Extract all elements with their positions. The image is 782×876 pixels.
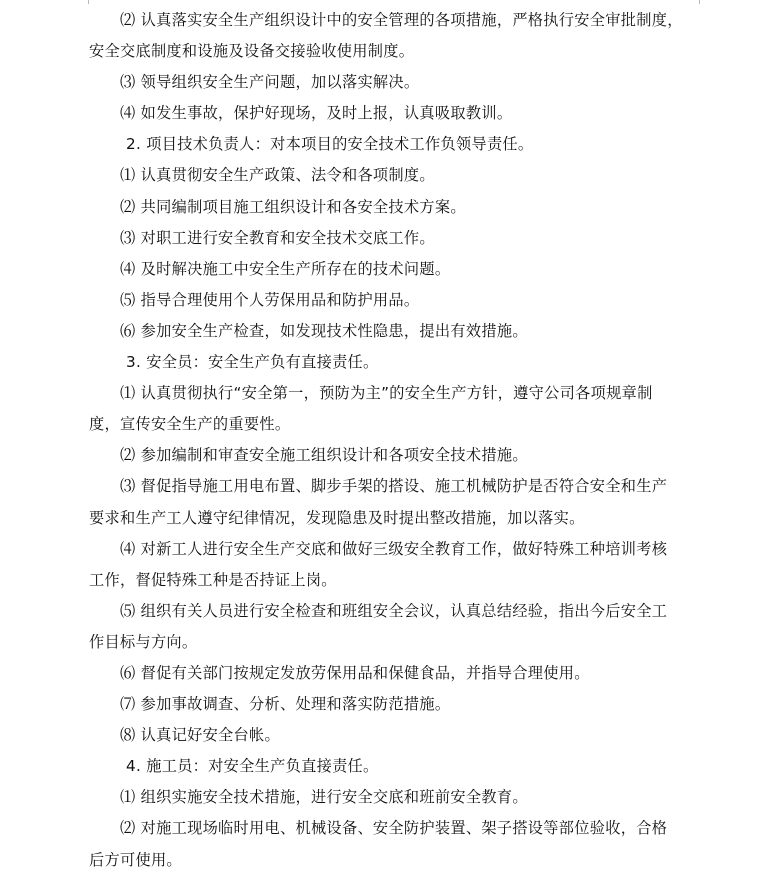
text-line: 3. 安全员：安全生产负有直接责任。 xyxy=(126,353,379,372)
text-line: 2. 项目技术负责人：对本项目的安全技术工作负领导责任。 xyxy=(126,135,534,154)
text-line: 4. 施工员：对安全生产负直接责任。 xyxy=(126,757,379,776)
text-line: ⑸ 指导合理使用个人劳保用品和防护用品。 xyxy=(120,290,420,309)
text-line: ⑹ 参加安全生产检查，如发现技术性隐患，提出有效措施。 xyxy=(120,321,528,340)
text-line: ⑸ 组织有关人员进行安全检查和班组安全会议，认真总结经验，指出今后安全工 xyxy=(120,601,668,620)
text-line: ⑺ 参加事故调查、分析、处理和落实防范措施。 xyxy=(120,695,451,714)
text-line: ⑷ 及时解决施工中安全生产所存在的技术问题。 xyxy=(120,259,451,278)
text-line: ⑶ 领导组织安全生产问题，加以落实解决。 xyxy=(120,73,420,92)
text-line: ⑴ 组织实施安全技术措施，进行安全交底和班前安全教育。 xyxy=(120,788,528,807)
text-line: 后方可使用。 xyxy=(89,850,182,869)
text-line: ⑵ 对施工现场临时用电、机械设备、安全防护装置、架子搭设等部位验收，合格 xyxy=(120,819,668,838)
text-line: ⑵ 认真落实安全生产组织设计中的安全管理的各项措施，严格执行安全审批制度， xyxy=(120,11,683,29)
text-line: ⑶ 督促指导施工用电布置、脚步手架的搭设、施工机械防护是否符合安全和生产 xyxy=(120,477,668,496)
text-line: 要求和生产工人遵守纪律情况，发现隐患及时提出整改措施，加以落实。 xyxy=(89,508,585,527)
text-line: ⑵ 共同编制项目施工组织设计和各安全技术方案。 xyxy=(120,197,466,216)
text-line: ⑵ 参加编制和审查安全施工组织设计和各项安全技术措施。 xyxy=(120,446,528,465)
text-line: 作目标与方向。 xyxy=(89,632,198,651)
text-line: ⑴ 认真贯彻安全生产政策、法令和各项制度。 xyxy=(120,166,435,185)
text-line: ⑹ 督促有关部门按规定发放劳保用品和保健食品，并指导合理使用。 xyxy=(120,663,590,682)
text-line: 工作，督促特殊工种是否持证上岗。 xyxy=(89,570,337,589)
text-line: ⑷ 对新工人进行安全生产交底和做好三级安全教育工作，做好特殊工种培训考核 xyxy=(120,539,668,558)
text-line: 度，宣传安全生产的重要性。 xyxy=(89,415,291,434)
document-body xyxy=(89,5,697,876)
page-margin-marker xyxy=(88,0,700,4)
text-line: ⑴ 认真贯彻执行“安全第一，预防为主”的安全生产方针，遵守公司各项规章制 xyxy=(120,384,653,403)
text-line: ⑻ 认真记好安全台帐。 xyxy=(120,726,281,745)
text-line: 安全交底制度和设施及设备交接验收使用制度。 xyxy=(89,42,415,61)
text-line: ⑷ 如发生事故，保护好现场，及时上报，认真吸取教训。 xyxy=(120,104,513,123)
text-line: ⑶ 对职工进行安全教育和安全技术交底工作。 xyxy=(120,228,435,247)
